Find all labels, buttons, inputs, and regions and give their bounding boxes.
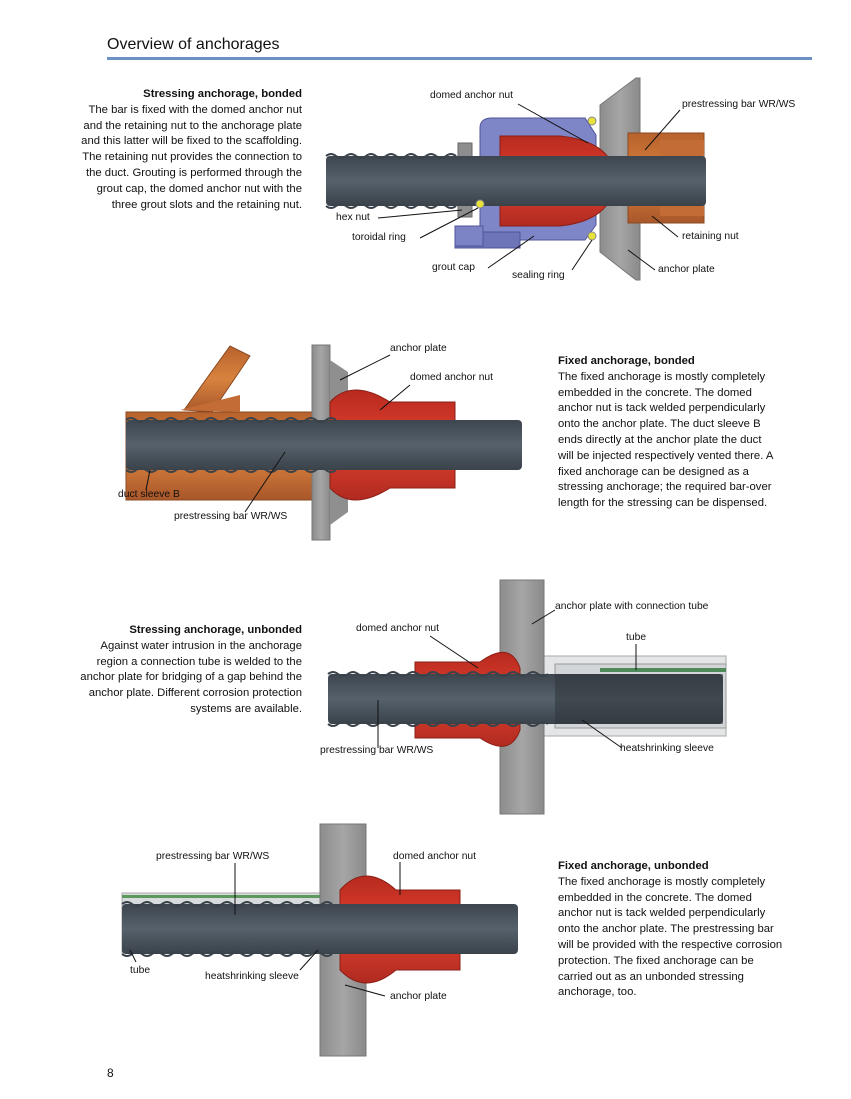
section-heading: Fixed anchorage, bonded bbox=[558, 355, 695, 367]
label-tube: tube bbox=[626, 632, 647, 643]
section-body: Against water intrusion in the anchorage region a connection tube is welded to the anchor plate for bridging of a gap behind the anchor plate. Different corrosion protection systems are available. bbox=[80, 639, 302, 715]
label-retaining-nut: retaining nut bbox=[682, 231, 739, 242]
section-fixed-bonded bbox=[558, 354, 780, 512]
label-heatshrinking-sleeve: heatshrinking sleeve bbox=[205, 971, 299, 982]
section-heading: Fixed anchorage, unbonded bbox=[558, 860, 709, 872]
label-duct-sleeve: duct sleeve B bbox=[118, 489, 180, 500]
section-body: The fixed anchorage is mostly completely embedded in the concrete. The domed anchor nut is tack welded perpendicularly onto the anchor plate. The duct sleeve B ends directly at the anchor plate the duct will be injected respectively vented there. A fixed anchorage can be designed as a stressing anchorage; the required bar-over length for the stressing can be dispensed. bbox=[558, 370, 773, 510]
label-prestressing-bar: prestressing bar WR/WS bbox=[320, 745, 434, 756]
label-prestressing-bar: prestressing bar WR/WS bbox=[682, 99, 796, 110]
drawing-stressing-bonded bbox=[326, 78, 706, 280]
label-anchor-plate: anchor plate bbox=[390, 343, 447, 354]
label-grout-cap: grout cap bbox=[432, 262, 475, 273]
section-stressing-bonded bbox=[72, 87, 302, 213]
section-body: The bar is fixed with the domed anchor nut and the retaining nut to the anchorage plate and this latter will be fixed to the scaffolding. The retaining nut provides the connection to the duct. Grouting is performed through the grout cap, the domed anchor nut with the three grout slots and the retaining nut. bbox=[81, 103, 302, 211]
page-number: 8 bbox=[107, 1066, 114, 1080]
label-domed-anchor-nut: domed anchor nut bbox=[430, 90, 514, 101]
drawing-stressing-unbonded bbox=[328, 580, 726, 814]
label-prestressing-bar: prestressing bar WR/WS bbox=[174, 511, 288, 522]
label-tube: tube bbox=[130, 965, 151, 976]
label-domed-anchor-nut: domed anchor nut bbox=[393, 851, 477, 862]
page-title: Overview of anchorages bbox=[107, 36, 280, 53]
label-anchor-plate: anchor plate bbox=[658, 264, 715, 275]
label-domed-anchor-nut: domed anchor nut bbox=[356, 623, 440, 634]
section-heading: Stressing anchorage, bonded bbox=[143, 88, 302, 100]
section-stressing-unbonded bbox=[72, 623, 302, 718]
label-sealing-ring: sealing ring bbox=[512, 270, 565, 281]
label-hex-nut: hex nut bbox=[336, 212, 370, 223]
section-body: The fixed anchorage is mostly completely embedded in the concrete. The domed anchor nut is tack welded perpendicularly onto the anchor plate. The prestressing bar will be provided with the respective corrosion protection. The fixed anchorage can be carried out as an unbonded stressing anchorage, too. bbox=[558, 875, 783, 999]
label-domed-anchor-nut: domed anchor nut bbox=[410, 372, 494, 383]
section-heading: Stressing anchorage, unbonded bbox=[129, 624, 302, 636]
label-toroidal-ring: toroidal ring bbox=[352, 232, 406, 243]
section-fixed-unbonded bbox=[558, 859, 786, 1001]
label-anchor-plate: anchor plate bbox=[390, 991, 447, 1002]
label-prestressing-bar: prestressing bar WR/WS bbox=[156, 851, 270, 862]
label-heatshrinking-sleeve: heatshrinking sleeve bbox=[620, 743, 714, 754]
label-anchor-plate-tube: anchor plate with connection tube bbox=[555, 601, 709, 612]
